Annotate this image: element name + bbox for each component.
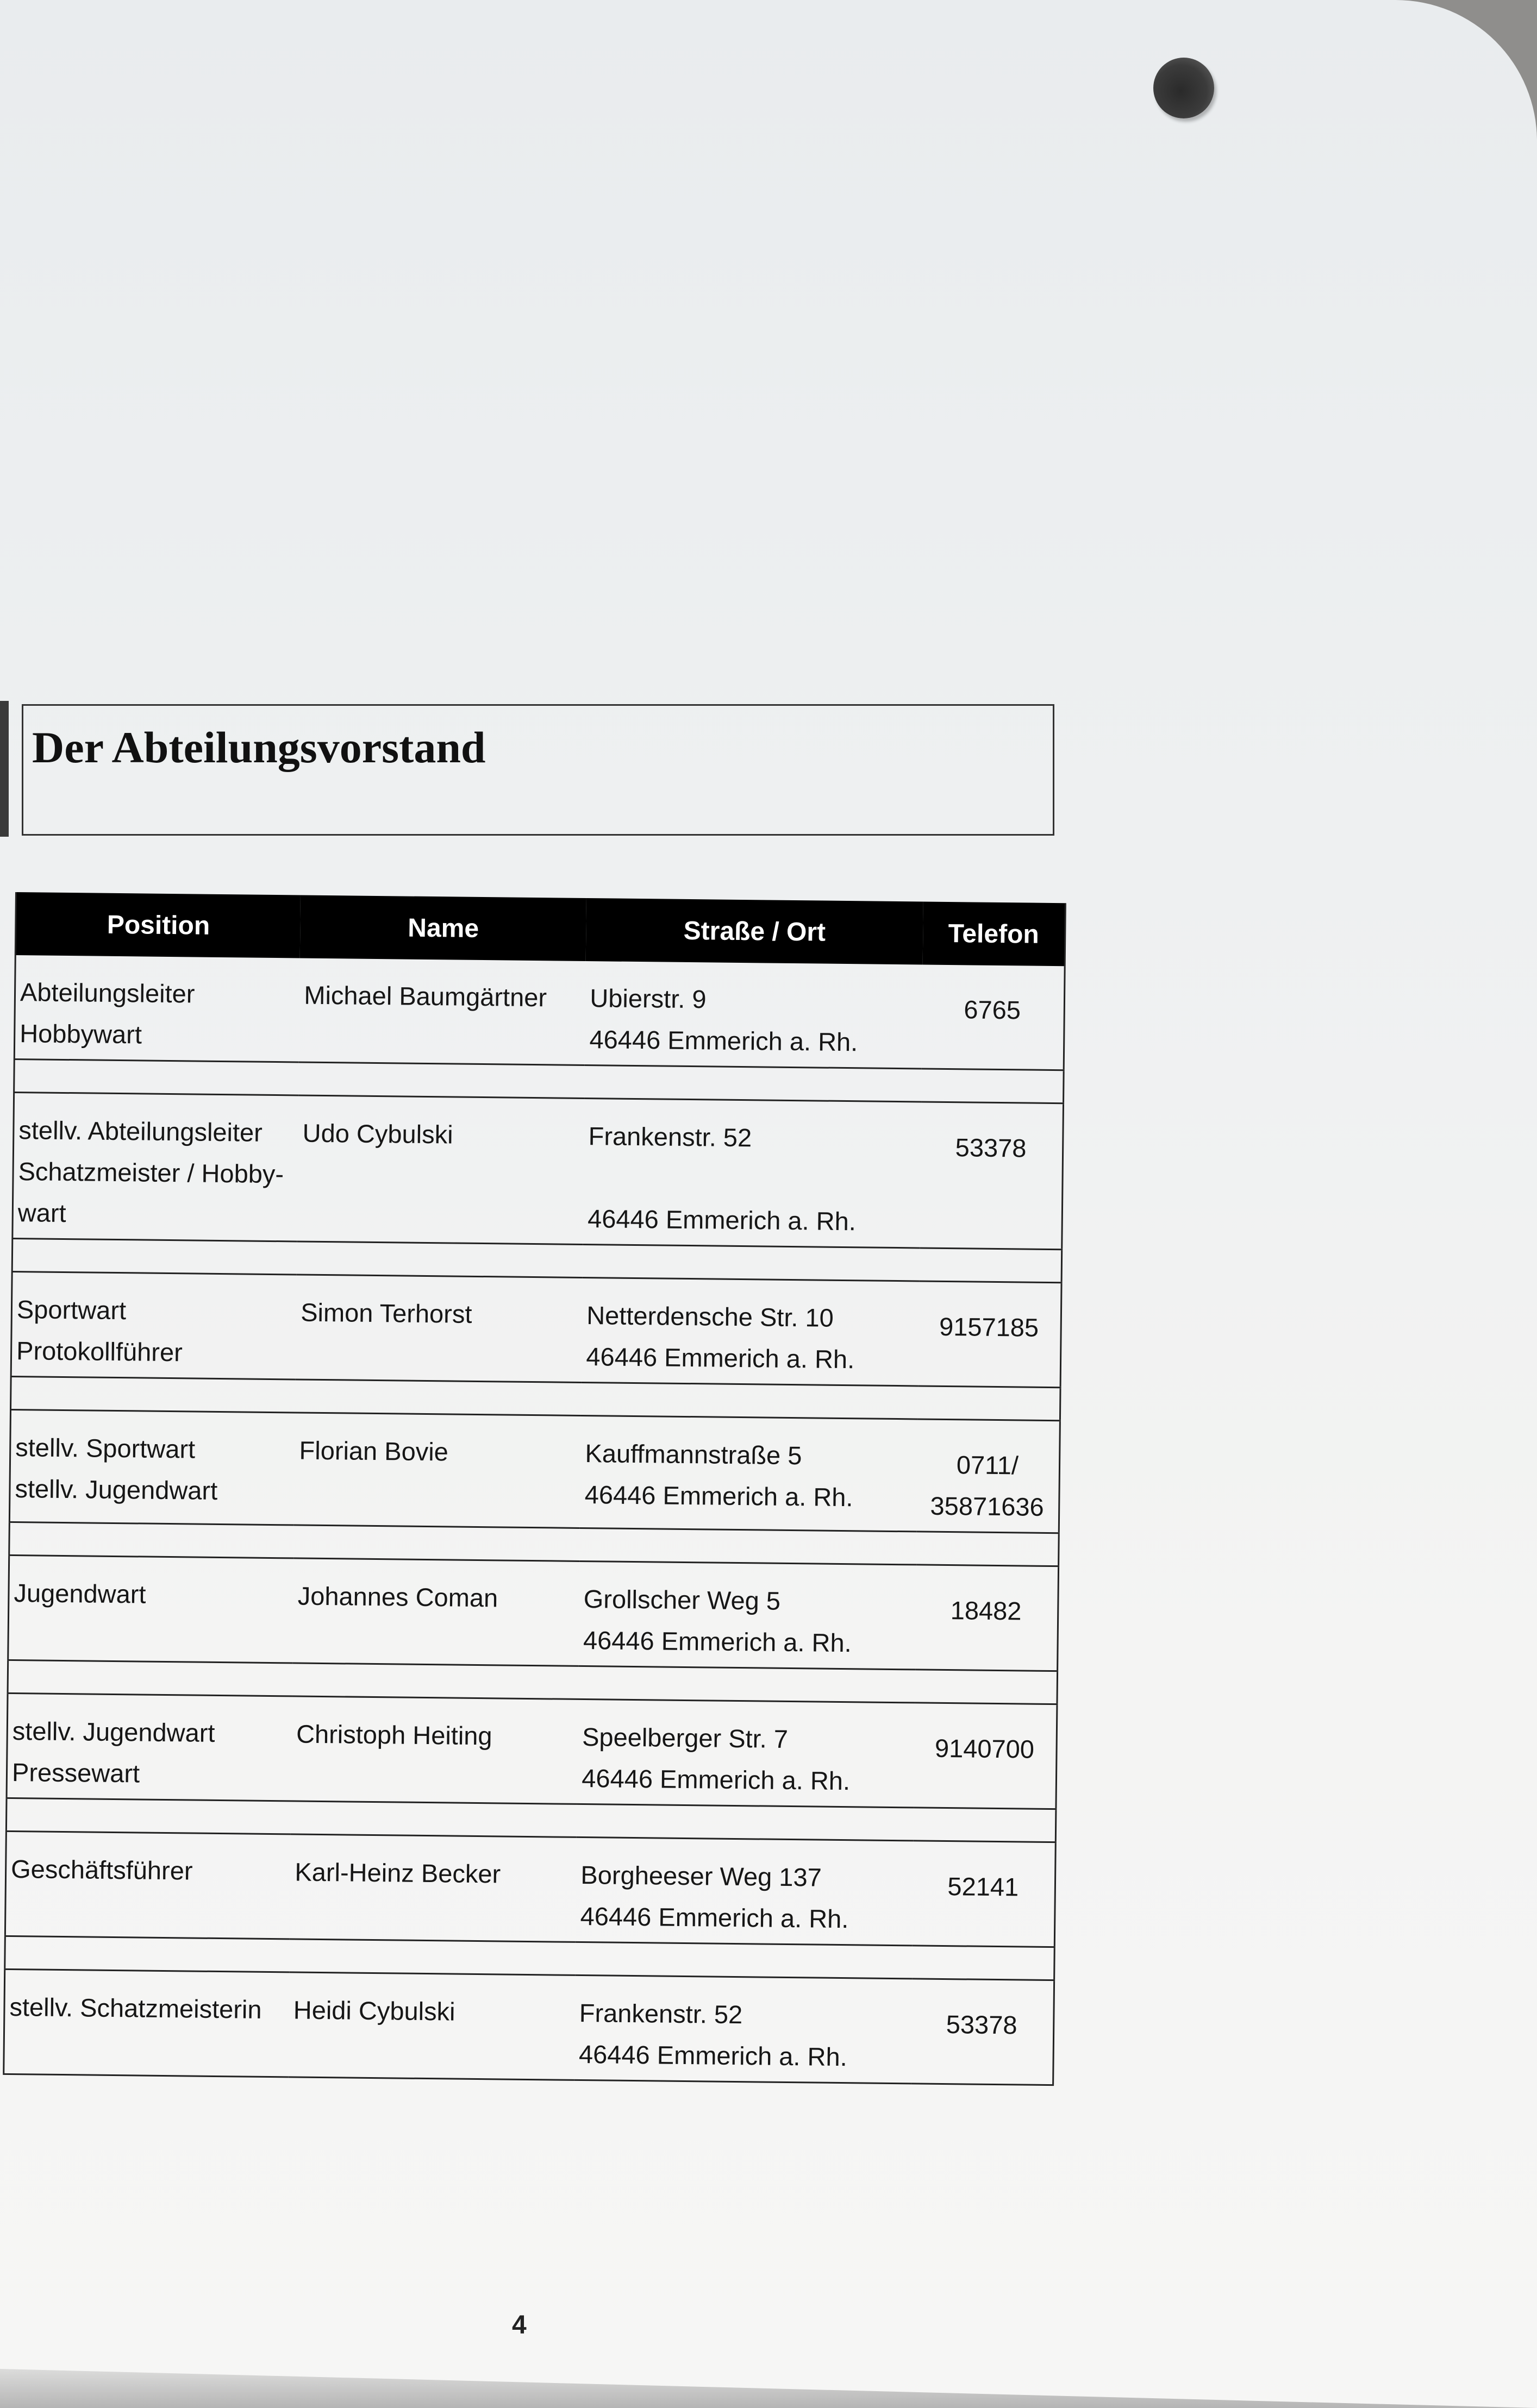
position-cell (5, 1831, 291, 1939)
address-line: 46446 Emmerich a. Rh. (580, 1901, 849, 1934)
address-line: 46446 Emmerich a. Rh. (587, 1204, 857, 1236)
position-line: Geschäftsführer (10, 1854, 193, 1885)
member-name: Florian Bovie (299, 1435, 449, 1466)
heading-box (22, 704, 1054, 836)
phone-line: 9140700 (934, 1733, 1035, 1764)
header-name: Name (300, 895, 586, 962)
table-row (11, 1271, 1061, 1387)
address-line: 46446 Emmerich a. Rh. (586, 1342, 855, 1374)
punch-hole (1153, 58, 1214, 118)
phone-cell (921, 964, 1065, 1070)
phone-line: 6765 (964, 995, 1021, 1025)
phone-line: 53378 (946, 2010, 1017, 2040)
address-line: Frankenstr. 52 (579, 1998, 743, 2029)
address-cell (580, 1415, 918, 1531)
member-name: Heidi Cybulski (293, 1995, 455, 2026)
name-cell (292, 1558, 579, 1666)
header-phone: Telefon (922, 901, 1065, 966)
member-name: Simon Terhorst (300, 1297, 472, 1328)
member-name: Michael Baumgärtner (304, 980, 547, 1012)
table-row (9, 1409, 1060, 1533)
address-cell (574, 1975, 912, 2083)
table-header (15, 892, 1065, 966)
phone-line: 53378 (955, 1133, 1027, 1163)
position-line: stellv. Schatzmeisterin (9, 1992, 262, 2024)
address-line: Grollscher Weg 5 (583, 1584, 781, 1615)
position-line: stellv. Sportwart (15, 1433, 196, 1464)
name-cell (297, 1095, 585, 1244)
name-cell (294, 1413, 581, 1528)
position-line: Protokollführer (16, 1336, 183, 1367)
position-cell (9, 1409, 295, 1525)
address-cell (576, 1837, 913, 1945)
phone-cell (913, 1841, 1056, 1947)
address-line: Speelberger Str. 7 (582, 1722, 789, 1753)
board-table (3, 892, 1066, 2086)
position-line: stellv. Jugendwart (15, 1474, 218, 1505)
table-row (8, 1555, 1059, 1671)
member-name: Johannes Coman (297, 1581, 498, 1613)
phone-cell (917, 1419, 1060, 1533)
phone-line: 35871636 (930, 1491, 1044, 1521)
address-line: Borgheeser Weg 137 (580, 1860, 822, 1892)
name-cell (291, 1696, 578, 1804)
position-cell (13, 1092, 299, 1241)
phone-cell (920, 1102, 1064, 1250)
position-line: Abteilungsleiter (20, 977, 195, 1008)
phone-line: 9157185 (939, 1312, 1039, 1342)
position-cell (11, 1271, 297, 1379)
address-line: 46446 Emmerich a. Rh. (584, 1480, 853, 1512)
page-number: 4 (512, 2311, 527, 2340)
table-body (4, 955, 1065, 2085)
name-cell (296, 1275, 583, 1382)
table-row (7, 1693, 1057, 1809)
address-cell (585, 961, 922, 1069)
address-cell (582, 1277, 919, 1385)
position-line: Pressewart (11, 1758, 140, 1788)
position-line: Jugendwart (14, 1578, 146, 1609)
address-cell (577, 1699, 915, 1807)
address-line: Netterdensche Str. 10 (586, 1301, 834, 1332)
address-line: Kauffmannstraße 5 (585, 1439, 802, 1470)
table-row (4, 1969, 1054, 2085)
phone-cell (911, 1979, 1054, 2085)
name-cell (289, 1972, 576, 2080)
address-line: 46446 Emmerich a. Rh. (589, 1025, 858, 1057)
position-line: Sportwart (16, 1295, 127, 1325)
position-cell (7, 1693, 292, 1801)
address-line: 46446 Emmerich a. Rh. (578, 2039, 848, 2072)
address-cell (578, 1561, 916, 1669)
table-header-row (15, 892, 1065, 966)
header-position: Position (15, 892, 301, 958)
address-line: Ubierstr. 9 (590, 983, 707, 1014)
binder-edge (0, 701, 9, 837)
address-line: 46446 Emmerich a. Rh. (583, 1626, 852, 1658)
table-row (13, 1092, 1064, 1249)
member-name: Christoph Heiting (296, 1719, 492, 1751)
phone-cell (914, 1703, 1057, 1809)
table-row (14, 955, 1065, 1070)
address-line: 46446 Emmerich a. Rh. (582, 1764, 851, 1796)
position-cell (8, 1555, 294, 1663)
member-name: Karl-Heinz Becker (295, 1857, 501, 1889)
phone-line: 52141 (947, 1872, 1019, 1902)
position-line: Hobbywart (20, 1019, 142, 1049)
name-cell (299, 958, 586, 1065)
position-line: Schatzmeister / Hobby- (18, 1157, 284, 1189)
phone-cell (918, 1281, 1061, 1388)
address-line: Frankenstr. 52 (588, 1121, 752, 1152)
phone-line: 0711/ (956, 1450, 1019, 1480)
address-cell (583, 1098, 921, 1247)
position-cell (14, 955, 300, 1062)
position-cell (4, 1969, 290, 2077)
position-line: stellv. Abteilungsleiter (18, 1115, 263, 1147)
header-address: Straße / Ort (586, 898, 923, 964)
phone-cell (915, 1565, 1059, 1671)
address-line (588, 1157, 915, 1201)
position-line: stellv. Jugendwart (12, 1716, 215, 1747)
page-shadow (0, 2343, 1537, 2408)
page-title: Der Abteilungsvorstand (32, 723, 486, 772)
table-row (5, 1831, 1055, 1947)
phone-line: 18482 (950, 1596, 1022, 1626)
member-name: Udo Cybulski (302, 1118, 453, 1149)
position-line: wart (17, 1198, 66, 1228)
name-cell (290, 1834, 577, 1942)
